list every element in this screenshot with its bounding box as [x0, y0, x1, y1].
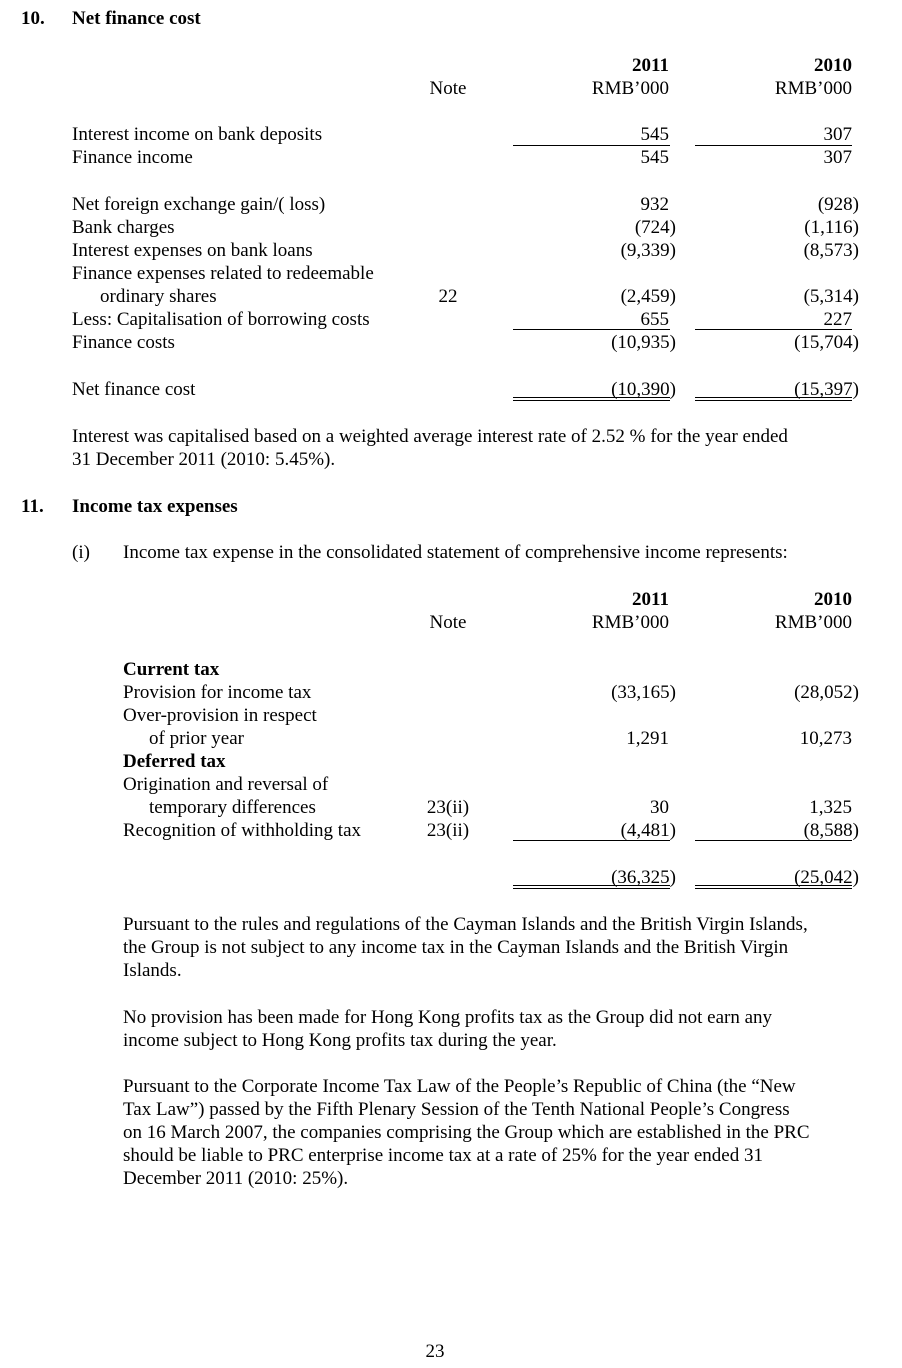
s10-row-label: Interest expenses on bank loans	[72, 240, 313, 261]
s10-header-2011: 2011	[632, 55, 669, 76]
s11-para3-line: December 2011 (2010: 25%).	[123, 1168, 349, 1189]
s10-paragraph-line: 31 December 2011 (2010: 5.45%).	[72, 449, 336, 470]
s11-row-2010: (8,588)	[803, 820, 859, 841]
s10-row-label: Bank charges	[72, 217, 175, 238]
s11-row-note: 23(ii)	[426, 820, 470, 841]
section-11-title: Income tax expenses	[72, 496, 238, 517]
s11-subheading-deferred-tax: Deferred tax	[123, 751, 226, 772]
s11-subheading-current-tax: Current tax	[123, 659, 220, 680]
subtotal-rule	[695, 329, 852, 330]
s10-row-2011: (2,459)	[620, 286, 676, 307]
s11-row-label: Origination and reversal of	[123, 774, 329, 795]
s10-row-label: ordinary shares	[100, 286, 217, 307]
s11-row-label: of prior year	[149, 728, 244, 749]
s10-total-2011: (10,390)	[611, 379, 676, 400]
s10-row-2010: (928)	[817, 194, 859, 215]
s10-row-2011: (724)	[634, 217, 676, 238]
s10-row-note: 22	[438, 286, 458, 307]
s11-row-2010: 1,325	[809, 797, 852, 818]
s10-row-label: Interest income on bank deposits	[72, 124, 323, 145]
s11-para3-line: Pursuant to the Corporate Income Tax Law of the People’s Republic of China (the “New	[123, 1076, 796, 1097]
s10-total-label: Net finance cost	[72, 379, 196, 400]
s10-row-label: Net foreign exchange gain/( loss)	[72, 194, 326, 215]
s11-row-label: temporary differences	[149, 797, 316, 818]
s11-row-label: Provision for income tax	[123, 682, 312, 703]
s11-sub-marker: (i)	[72, 542, 90, 563]
s11-header-2010: 2010	[814, 589, 852, 610]
s11-para3-line: on 16 March 2007, the companies comprising the Group which are established in the PRC	[123, 1122, 810, 1143]
s11-para1-line: the Group is not subject to any income tax in the Cayman Islands and the British Virgin	[123, 937, 789, 958]
s10-total-2010: (15,397)	[794, 379, 859, 400]
section-10-title: Net finance cost	[72, 8, 201, 29]
s11-row-note: 23(ii)	[426, 797, 470, 818]
s10-row-label: Less: Capitalisation of borrowing costs	[72, 309, 370, 330]
s11-header-2011: 2011	[632, 589, 669, 610]
s10-row-label: Finance income	[72, 147, 193, 168]
total-double-rule	[695, 885, 852, 889]
total-double-rule	[513, 397, 670, 401]
s10-row-2011: (10,935)	[611, 332, 676, 353]
s10-header-2010: 2010	[814, 55, 852, 76]
s10-row-label: Finance expenses related to redeemable	[72, 263, 374, 284]
subtotal-rule	[695, 840, 852, 841]
s10-row-2011: (9,339)	[620, 240, 676, 261]
s10-header-unit-2011: RMB’000	[591, 78, 669, 99]
total-double-rule	[513, 885, 670, 889]
s10-row-2010: 227	[823, 309, 852, 330]
s11-row-2010: 10,273	[799, 728, 852, 749]
s11-header-unit-2011: RMB’000	[591, 612, 669, 633]
s11-header-unit-2010: RMB’000	[774, 612, 852, 633]
s10-row-2010: 307	[823, 124, 852, 145]
s10-header-note: Note	[429, 78, 467, 99]
s10-row-2010: (15,704)	[794, 332, 859, 353]
s11-row-2010: (28,052)	[794, 682, 859, 703]
s11-total-2011: (36,325)	[611, 867, 676, 888]
s10-row-2010: 307	[823, 147, 852, 168]
s11-para1-line: Islands.	[123, 960, 182, 981]
s11-para3-line: should be liable to PRC enterprise income tax at a rate of 25% for the year ended 31	[123, 1145, 763, 1166]
s10-row-2010: (1,116)	[804, 217, 859, 238]
s10-header-unit-2010: RMB’000	[774, 78, 852, 99]
s11-para2-line: income subject to Hong Kong profits tax during the year.	[123, 1030, 557, 1051]
s11-row-2011: (4,481)	[620, 820, 676, 841]
s10-row-2011: 545	[640, 124, 669, 145]
s11-total-2010: (25,042)	[794, 867, 859, 888]
subtotal-rule	[513, 329, 670, 330]
s10-row-2010: (5,314)	[803, 286, 859, 307]
s11-row-label: Over-provision in respect	[123, 705, 317, 726]
s11-para1-line: Pursuant to the rules and regulations of the Cayman Islands and the British Virgin Islands,	[123, 914, 808, 935]
page-number: 23	[425, 1341, 445, 1362]
subtotal-rule	[513, 840, 670, 841]
s11-row-label: Recognition of withholding tax	[123, 820, 362, 841]
section-10-number: 10.	[21, 8, 45, 29]
s11-row-2011: 1,291	[626, 728, 669, 749]
s10-row-2011: 932	[640, 194, 669, 215]
s11-header-note: Note	[429, 612, 467, 633]
s11-sub-text: Income tax expense in the consolidated statement of comprehensive income represents:	[123, 542, 788, 563]
s10-row-2011: 545	[640, 147, 669, 168]
s11-para3-line: Tax Law”) passed by the Fifth Plenary Session of the Tenth National People’s Congress	[123, 1099, 790, 1120]
s10-paragraph-line: Interest was capitalised based on a weighted average interest rate of 2.52 % for the year ended	[72, 426, 788, 447]
section-11-number: 11.	[21, 496, 44, 517]
s11-row-2011: 30	[650, 797, 669, 818]
s11-row-2011: (33,165)	[611, 682, 676, 703]
total-double-rule	[695, 397, 852, 401]
s10-row-2010: (8,573)	[803, 240, 859, 261]
s11-para2-line: No provision has been made for Hong Kong profits tax as the Group did not earn any	[123, 1007, 773, 1028]
s10-row-2011: 655	[640, 309, 669, 330]
s10-row-label: Finance costs	[72, 332, 175, 353]
